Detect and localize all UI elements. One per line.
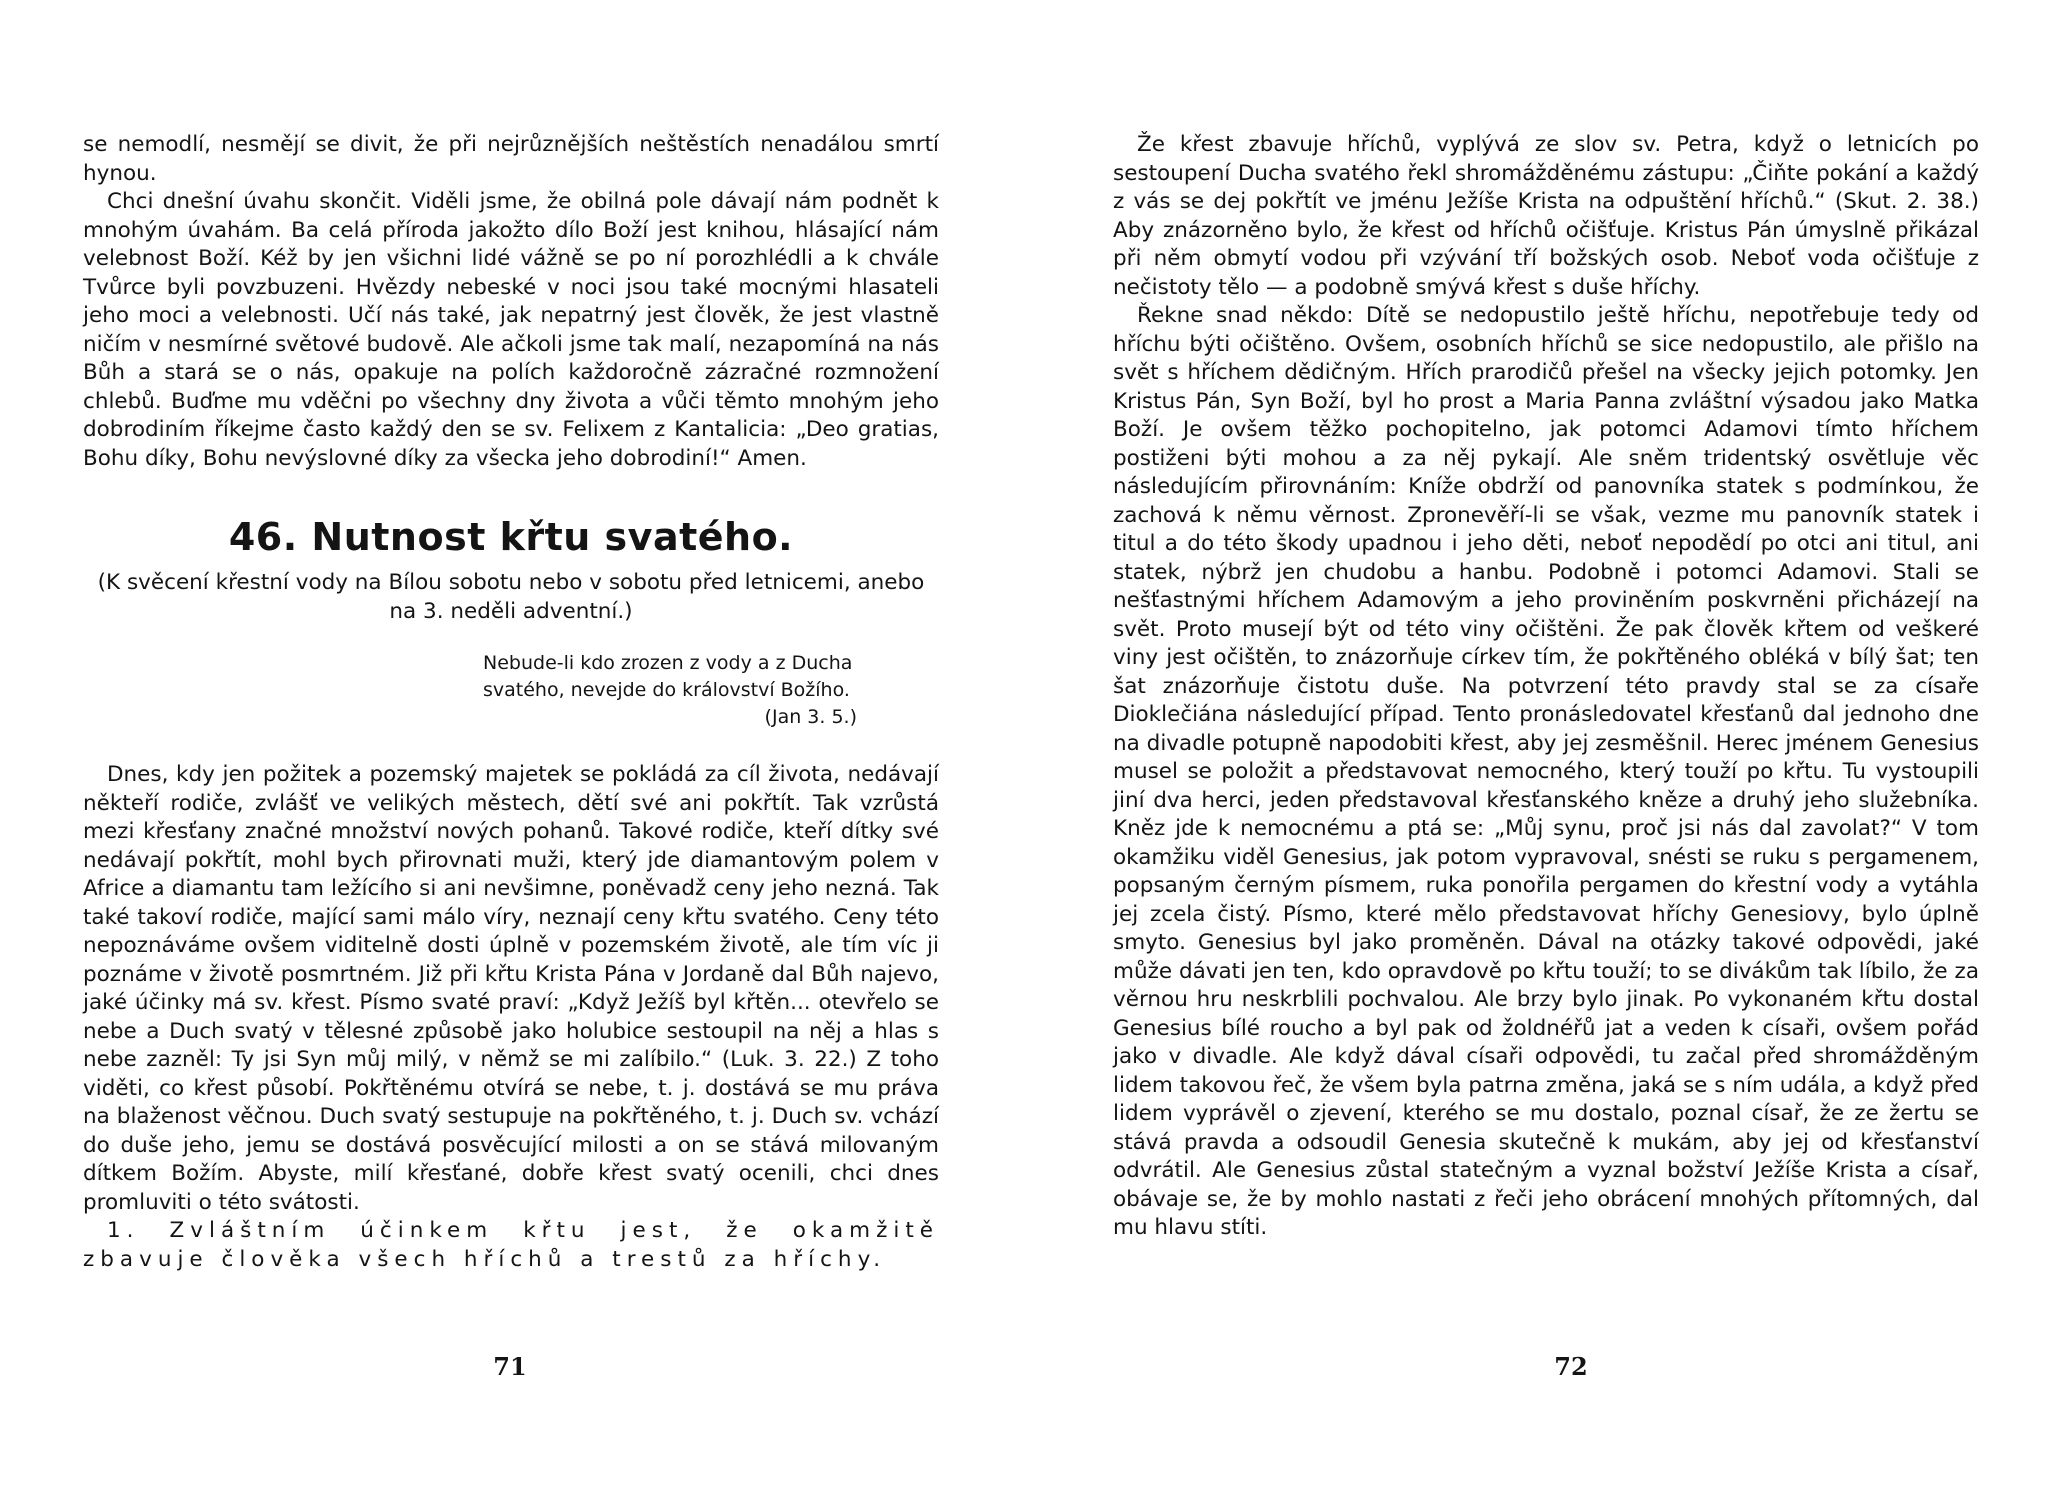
page-number: 71 [493, 1352, 527, 1381]
spacer [83, 731, 939, 761]
paragraph-introduction: Dnes, kdy jen požitek a pozemský majetek se pokládá za cíl života, nedávají někteří rodiče, zvlášť ve velikých městech, dětí své ani pokřtít. Tak vzrůstá mezi křesťany značné množství nových pohanů. Takové rodiče, kteří dítky své nedávají pokřtít, mohl bych přirovnati muži, který jde diamantovým polem v Africe a diamantu tam ležícího si ani nevšimne, poněvadž ceny jeho nezná. Tak také takoví rodiče, mající sami málo víry, neznají ceny křtu svatého. Ceny této nepoznáváme ovšem viditelně dosti úplně v pozemském životě, ale tím víc ji poznáme v životě posmrtném. Již při křtu Krista Pána v Jordaně dal Bůh najevo, jaké účinky má sv. křest. Písmo svaté praví: „Když Ježíš byl křtěn... otevřelo se nebe a Duch svatý v tělesné způsobě jako holubice sestoupil na něj a hlas s nebe zazněl: Ty jsi Syn můj milý, v němž se mi zalíbilo.“ (Luk. 3. 22.) Z toho viděti, co křest působí. Pokřtěnému otvírá se nebe, t. j. dostává se mu práva na blaženost věčnou. Duch svatý sestupuje na pokřtěného, t. j. Duch sv. vchází do duše jeho, jemu se dostává posvěcující milosti a on se stává milovaným dítkem Božím. Abyste, milí křesťané, dobře křest svatý ocenili, chci dnes promluviti o této svátosti. [83, 762, 939, 1215]
epigraph [483, 650, 863, 731]
chapter-subtitle: (K svěcení křestní vody na Bílou sobotu nebo v sobotu před letnicemi, anebo na 3. neděli adventní.) [97, 570, 925, 624]
epigraph-reference: (Jan 3. 5.) [764, 706, 857, 728]
right-page [1023, 0, 2046, 1500]
paragraph-point-1: 1. Zvláštním účinkem křtu jest, že okamžitě zbavuje člověka všech hříchů a trestů za hříchy. [83, 1218, 939, 1272]
paragraph-baptism-cleanses: Že křest zbavuje hříchů, vyplývá ze slov sv. Petra, když o letnicích po sestoupení Ducha svatého řekl shromážděnému zástupu: „Čiňte pokání a každý z vás se dej pokřtít ve jménu Ježíše Krista na odpuštění hříchů.“ (Skut. 2. 38.) Aby znázorněno bylo, že křest od hříchů očišťuje. Kristus Pán úmyslně přikázal při něm obmytí vodou při vzývání tří božských osob. Neboť voda očišťuje z nečistoty tělo — a podobně smývá křest s duše hříchy. [1113, 132, 1979, 300]
left-text-column [83, 131, 939, 1274]
paragraph-continuation: se nemodlí, nesmějí se divit, že při nejrůznějších neštěstích nenadálou smrtí hynou. [83, 132, 939, 186]
epigraph-line-1: Nebude-li kdo zrozen z vody a z Ducha [483, 652, 853, 674]
epigraph-line-2: svatého, nevejde do království Božího. [483, 679, 850, 701]
right-text-column [1113, 131, 1979, 1243]
paragraph-conclusion: Chci dnešní úvahu skončit. Viděli jsme, že obilná pole dávají nám podnět k mnohým úvahám. Ba celá příroda jakožto dílo Boží jest knihou, hlásající nám velebnost Boží. Kéž by jen všichni lidé vážně se po ní porozhlédli a k chvále Tvůrce byli povzbuzeni. Hvězdy nebeské v noci jsou také mocnými hlasateli jeho moci a velebnosti. Učí nás také, jak nepatrný jest člověk, že jest vlastně ničím v nesmírné světové budově. Ale ačkoli jsme tak malí, nezapomíná na nás Bůh a stará se o nás, opakuje na polích každoročně zázračné rozmnožení chlebů. Buďme mu vděčni po všechny dny života a vůči těmto mnohým jeho dobrodiním říkejme často každý den se sv. Felixem z Kantalicia: „Deo gratias, Bohu díky, Bohu nevýslovné díky za všecka jeho dobrodiní!“ Amen. [83, 189, 939, 471]
page-number: 72 [1554, 1352, 1588, 1381]
chapter-title: 46. Nutnost křtu svatého. [228, 515, 794, 559]
paragraph-genesius-story: Řekne snad někdo: Dítě se nedopustilo ještě hříchu, nepotřebuje tedy od hříchu býti očištěno. Ovšem, osobních hříchů se sice nedopustilo, ale přišlo na svět s hříchem dědičným. Hřích prarodičů přešel na všecky jejich potomky. Jen Kristus Pán, Syn Boží, byl ho prost a Maria Panna zvláštní výsadou jako Matka Boží. Je ovšem těžko pochopitelno, jak potomci Adamovi tímto hříchem postiženi býti mohou a za něj pykají. Ale sněm tridentský osvětluje věc následujícím přirovnáním: Kníže obdrží od panovníka statek s podmínkou, že zachová k němu věrnost. Zpronevěří-li se však, vezme mu panovník statek i titul a do této škody upadnou i jeho děti, neboť nepodědí po otci ani titul, ani statek, nýbrž jen chudobu a hanbu. Podobně i potomci Adamovi. Stali se nešťastnými hříchem Adamovým a jeho proviněním poskvrněni přicházejí na svět. Proto musejí být od této viny očištěni. Že pak člověk křtem od veškeré viny jest očištěn, to znázorňuje církev tím, že pokřtěného obléká v bílý šat; ten šat znázorňuje čistotu duše. Na potvrzení této pravdy stal se za císaře Dioklečiána následující případ. Tento pronásledovatel křesťanů dal jednoho dne na divadle potupně napodobiti křest, aby jej zesměšnil. Herec jménem Genesius musel se položit a představovat nemocného, který touží po křtu. Tu vystoupili jiní dva herci, jeden představoval křesťanského kněze a druhý jeho služebníka. Kněz jde k nemocnému a ptá se: „Můj synu, proč jsi nás dal zavolat?“ V tom okamžiku viděl Genesius, jak potom vypravoval, snésti se ruku s pergamenem, popsaným černým písmem, ruka ponořila pergamen do křestní vody a vytáhla jej zcela čistý. Písmo, které mělo představovat hříchy Genesiovy, bylo úplně smyto. Genesius byl jako proměněn. Dával na otázky takové odpovědi, jaké může dávati jen ten, kdo opravdově po křtu touží; to se divákům tak líbilo, že za věrnou hru neskrblili pochvalou. Ale brzy bylo jinak. Po vykonaném křtu dostal Genesius bílé roucho a byl pak od žoldnéřů jat a veden k císaři, ovšem pořád jako v divadle. Ale když dával císaři odpovědi, tu začal před shromážděným lidem takovou řeč, že všem byla patrna změna, jaká se s ním udála, a když před lidem vyprávěl o zjevení, kterého se mu dostalo, poznal císař, že ze žertu se stává pravda a odsoudil Genesia skutečně k mukám, aby jej od křesťanství odvrátil. Ale Genesius zůstal statečným a vyznal božství Ježíše Krista a císař, obávaje se, že by mohlo nastati z řeči jeho obrácení mnohých přítomných, dal mu hlavu stíti. [1113, 303, 1979, 1240]
